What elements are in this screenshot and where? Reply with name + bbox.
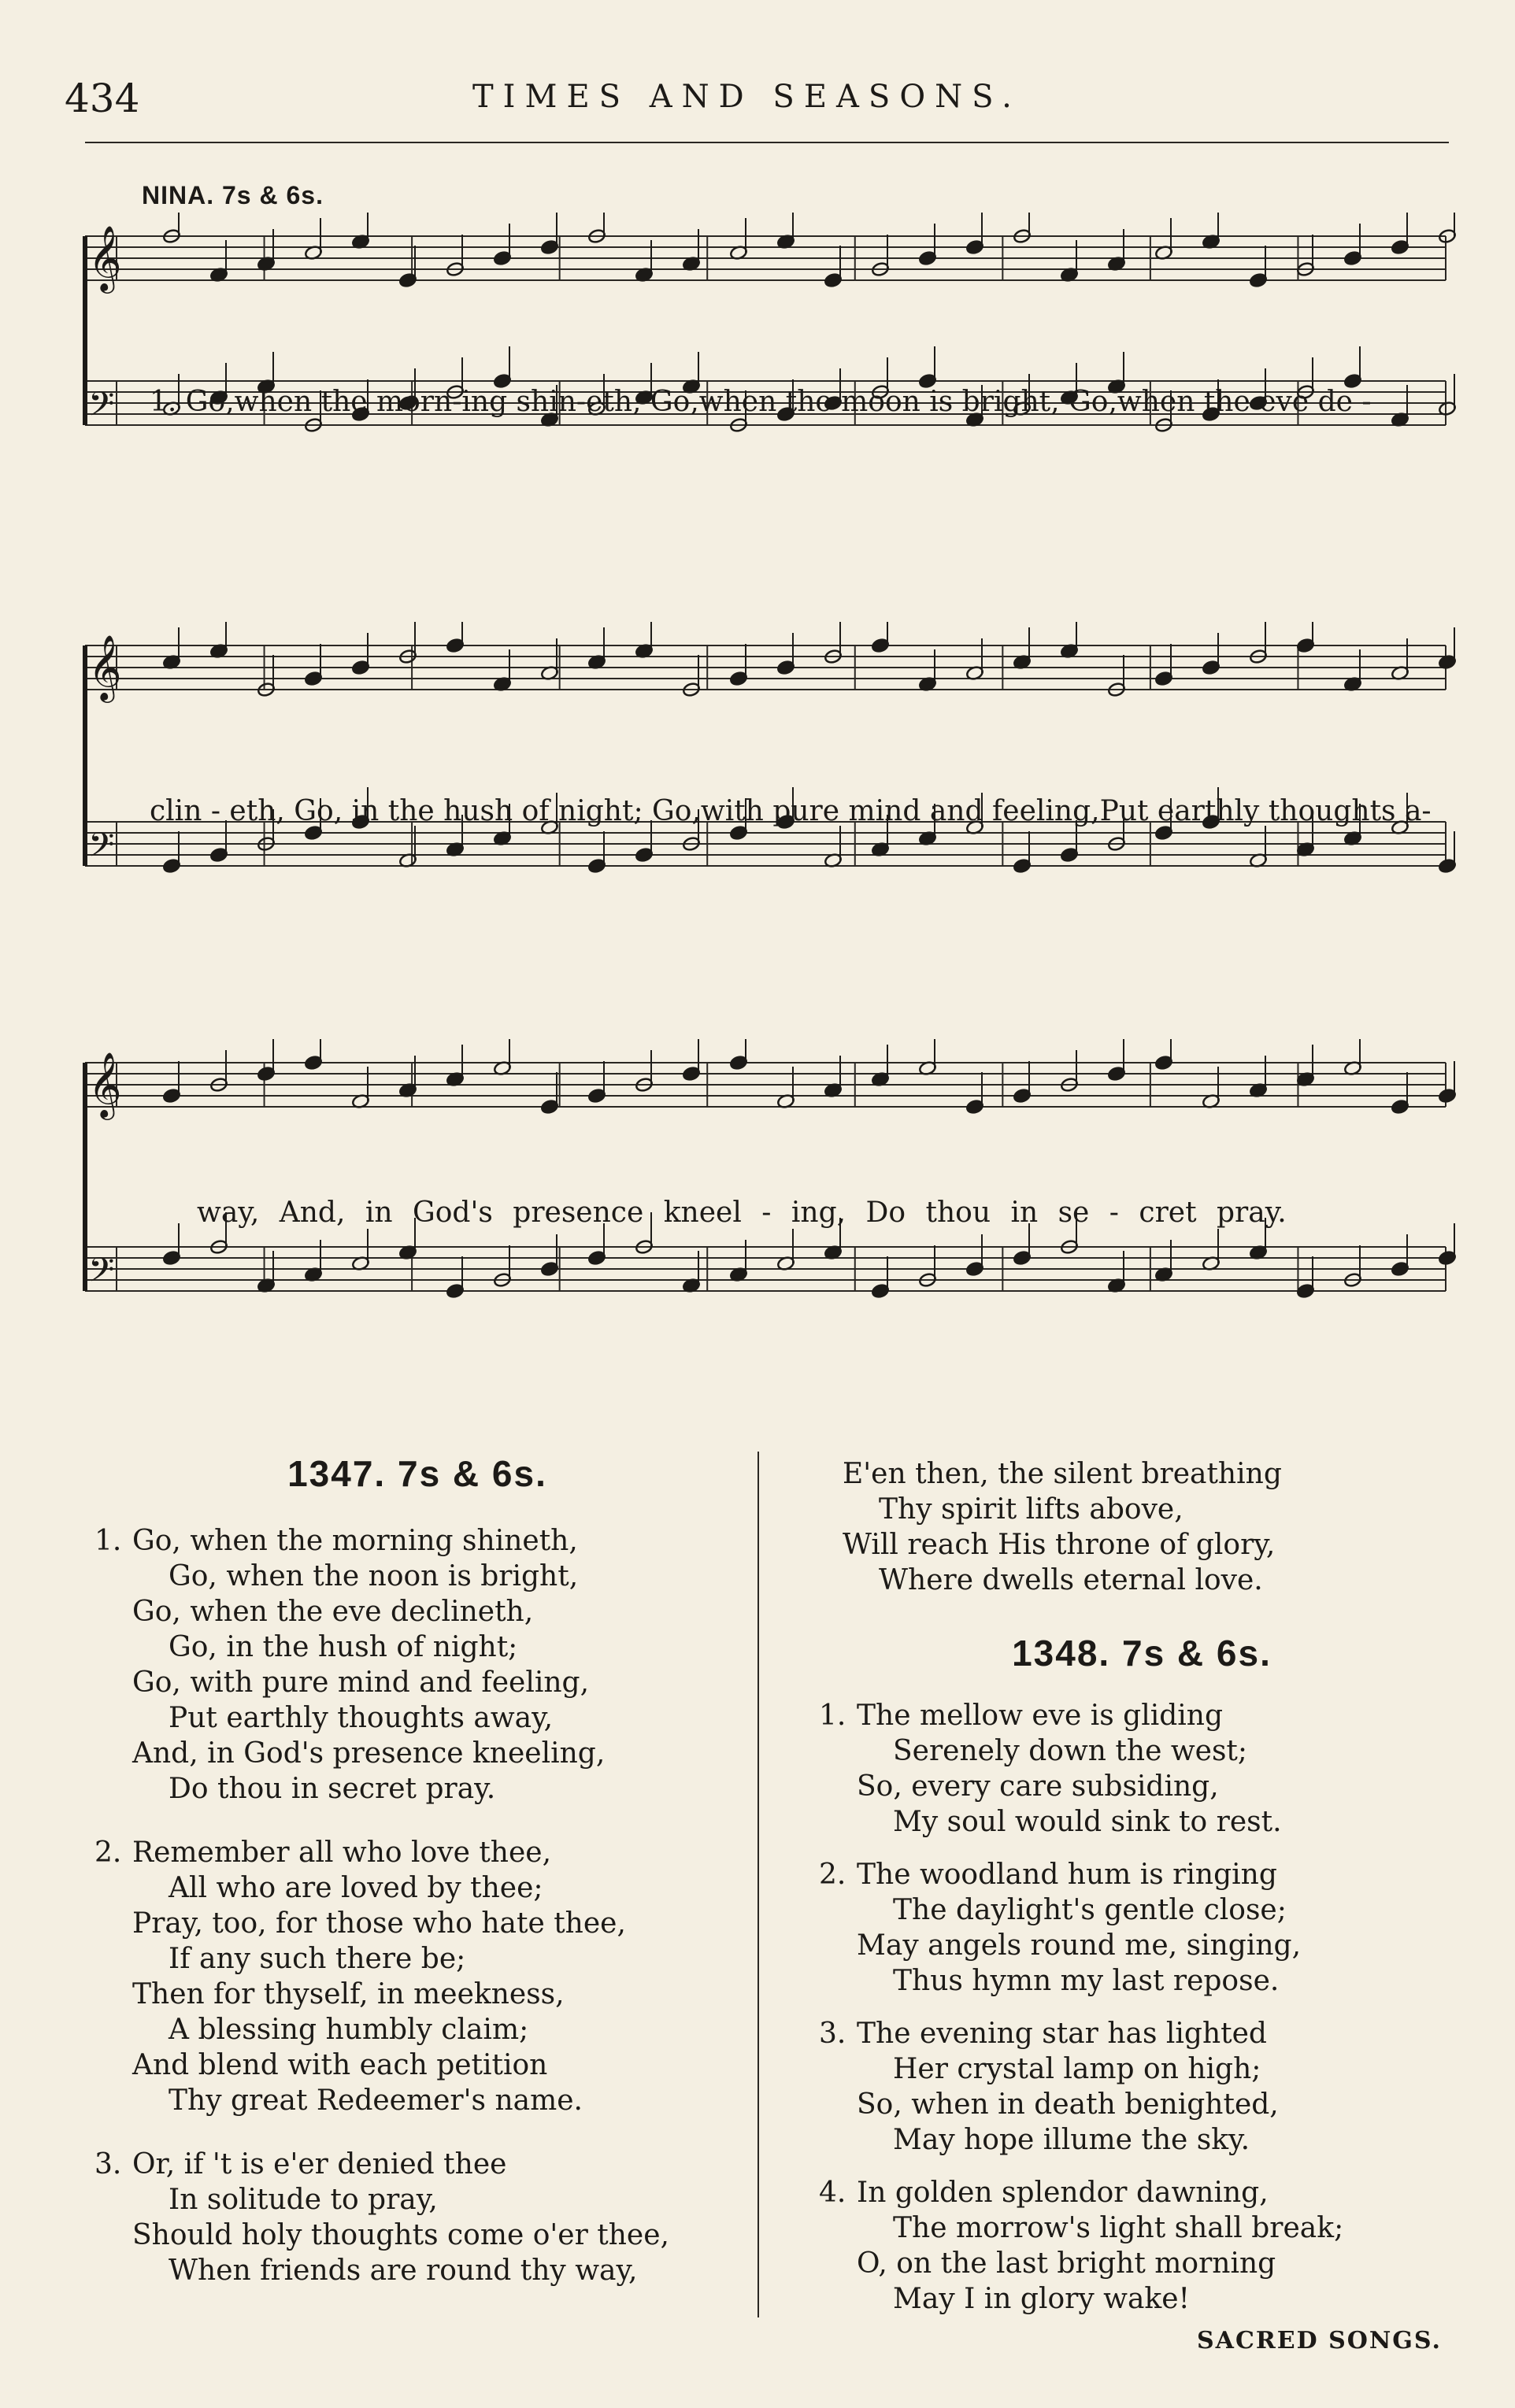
verse-line: O, on the last bright morning [857, 2247, 1276, 2280]
verse-number: 3. [94, 2148, 122, 2181]
verse-number: 2. [819, 1859, 846, 1891]
treble-clef-icon: 𝄞 [88, 224, 122, 290]
verse-line: Thy great Redeemer's name. [169, 2084, 583, 2117]
verse-line: The daylight's gentle close; [893, 1894, 1287, 1926]
verse-line: May I in glory wake! [893, 2283, 1190, 2315]
verse-line: Will reach His throne of glory, [843, 1529, 1276, 1561]
hymn-1347-verse-2 [94, 1835, 740, 2118]
verse-line: 1. The mellow eve is gliding [819, 1700, 1224, 1732]
verse-line: My soul would sink to rest. [893, 1806, 1282, 1838]
hymn-1347-continued [819, 1456, 1465, 1598]
verse-number: 2. [94, 1837, 122, 1869]
verse-line: 4. In golden splendor dawning, [819, 2177, 1269, 2209]
verse-number: 1. [819, 1700, 846, 1732]
verse-line: So, when in death benighted, [857, 2088, 1279, 2121]
verse-number: 4. [819, 2177, 846, 2209]
verse-line: Then for thyself, in meekness, [132, 1978, 565, 2010]
verse-line: When friends are round thy way, [169, 2254, 638, 2287]
treble-clef-icon: 𝄞 [88, 634, 122, 700]
lyric-line-1: 1. Go,when the morn-ing shin-eth, Go,when the moon is bright, Go,when the eve de - [150, 386, 1372, 418]
lyric-line-3: way, And, in God's presence kneel - ing, Do thou in se - cret pray. [197, 1197, 1287, 1229]
verse-line: And blend with each petition [132, 2049, 548, 2081]
verse-line: May hope illume the sky. [893, 2124, 1250, 2156]
verse-line: In solitude to pray, [169, 2184, 438, 2216]
hymn-1347-verse-1 [94, 1523, 740, 1807]
treble-clef-icon: 𝄞 [88, 1051, 122, 1117]
music-system-2 [0, 622, 1515, 1000]
hymn-1347-verse-3-continued [843, 1456, 1465, 1598]
verse-line: Go, in the hush of night; [169, 1631, 518, 1663]
hymn-1348-verses [819, 1698, 1465, 2317]
verse-line: If any such there be; [169, 1943, 466, 1975]
verse-line: A blessing humbly claim; [169, 2014, 529, 2046]
hymn-1347-column [94, 1453, 740, 2288]
verse-line: 3. The evening star has lighted [819, 2018, 1267, 2050]
verse-line: Should holy thoughts come o'er thee, [132, 2219, 669, 2251]
verse-line: The morrow's light shall break; [893, 2212, 1344, 2244]
catchword: SACRED SONGS. [1197, 2327, 1442, 2354]
verse-line: 3. Or, if 't is e'er denied thee [94, 2148, 507, 2181]
hymn-1348-verse-4 [819, 2175, 1465, 2317]
hymn-1348-heading: 1348. 7s & 6s. [1012, 1633, 1272, 1674]
verse-line: Serenely down the west; [893, 1735, 1248, 1767]
verse-line: Thy spirit lifts above, [879, 1493, 1183, 1526]
hymn-1347-heading: 1347. 7s & 6s. [287, 1453, 547, 1494]
verse-line: All who are loved by thee; [169, 1872, 543, 1904]
music-system-1 [0, 213, 1515, 583]
verse-line: Go, when the noon is bright, [169, 1560, 579, 1592]
verse-number: 1. [94, 1525, 122, 1557]
hymn-1347-verses [94, 1523, 740, 2288]
verse-line: Thus hymn my last repose. [893, 1965, 1280, 1997]
hymn-1348-verse-1 [819, 1698, 1465, 1840]
bass-clef-icon: 𝄢 [88, 1251, 115, 1298]
bass-clef-icon: 𝄢 [88, 385, 115, 432]
hymn-1347-verse-3 [94, 2147, 740, 2288]
hymn-1348-verse-3 [819, 2016, 1465, 2158]
verse-line: So, every care subsiding, [857, 1770, 1219, 1803]
verse-line: Go, with pure mind and feeling, [132, 1666, 590, 1699]
tune-title: NINA. 7s & 6s. [142, 181, 324, 209]
verse-line: E'en then, the silent breathing [843, 1458, 1282, 1490]
column-rule [758, 1452, 759, 2317]
verse-line: Do thou in secret pray. [169, 1773, 496, 1805]
hymn-1348-verse-2 [819, 1857, 1465, 1999]
music-system-3 [0, 1039, 1515, 1417]
header-rule [85, 142, 1449, 143]
page-number: 434 [65, 76, 140, 121]
bass-clef-icon: 𝄢 [88, 826, 115, 873]
verse-line: Where dwells eternal love. [879, 1564, 1263, 1596]
verse-line: 2. The woodland hum is ringing [819, 1859, 1277, 1891]
verse-line: And, in God's presence kneeling, [132, 1737, 606, 1770]
verse-line: Put earthly thoughts away, [169, 1702, 554, 1734]
verse-line: 2. Remember all who love thee, [94, 1837, 552, 1869]
verse-line: 1. Go, when the morning shineth, [94, 1525, 578, 1557]
lyric-line-2: clin - eth, Go, in the hush of night; Go,with pure mind and feeling,Put earthly thoughts a- [150, 795, 1432, 827]
verse-line: Pray, too, for those who hate thee, [132, 1907, 626, 1940]
verse-line: Go, when the eve declineth, [132, 1596, 534, 1628]
verse-number: 3. [819, 2018, 846, 2050]
verse-line: May angels round me, singing, [857, 1929, 1302, 1962]
hymn-1348-column [819, 1456, 1465, 2317]
verse-line: Her crystal lamp on high; [893, 2053, 1261, 2085]
running-title: TIMES AND SEASONS. [472, 79, 1021, 115]
